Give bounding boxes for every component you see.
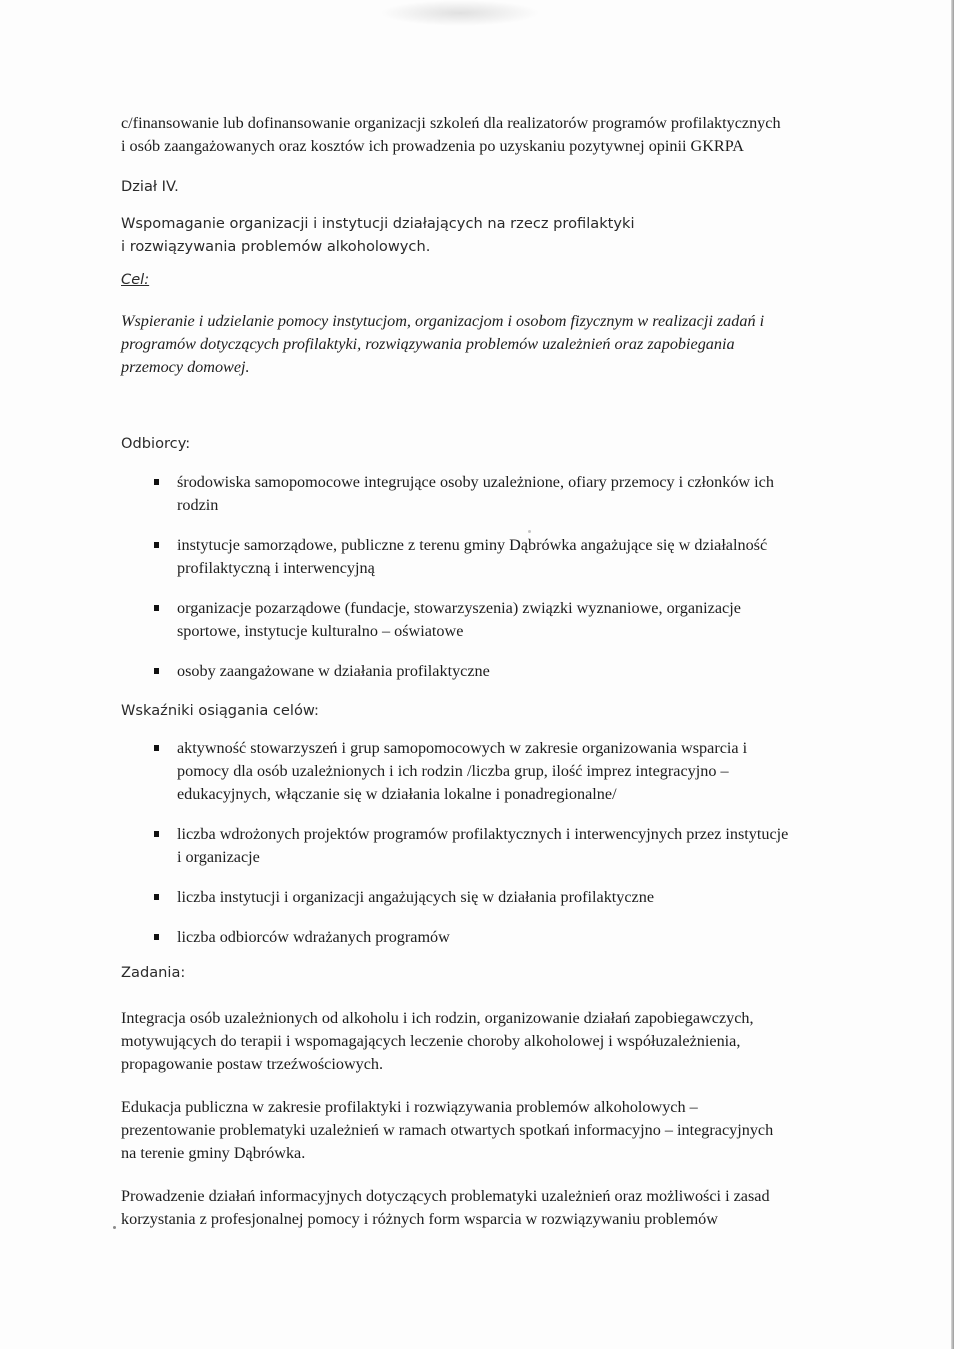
text-line: Wspomaganie organizacji i instytucji działających na rzecz profilaktyki: [121, 215, 635, 232]
text-line: liczba odbiorców wdrażanych programów: [177, 928, 450, 946]
text-line: instytucje samorządowe, publiczne z terenu gminy Dąbrówka angażujące się w działalność: [177, 536, 768, 554]
text-line: edukacyjnych, włączanie się w działania lokalne i ponadregionalne/: [177, 785, 617, 803]
intro-paragraph: [121, 112, 821, 158]
scan-speck: [113, 1226, 116, 1229]
text-line: profilaktyczną i interwencyjną: [177, 559, 375, 577]
text-line: prezentowanie problematyki uzależnień w ramach otwartych spotkań informacyjno – integracyjnych: [121, 1121, 774, 1139]
text-line: liczba wdrożonych projektów programów profilaktycznych i interwencyjnych przez instytucje: [177, 825, 789, 843]
text-line: Edukacja publiczna w zakresie profilaktyki i rozwiązywania problemów alkoholowych –: [121, 1098, 698, 1116]
tasks-label: Zadania:: [121, 964, 186, 981]
text-line: liczba instytucji i organizacji angażujących się w działania profilaktyczne: [177, 888, 655, 906]
text-line: przemocy domowej.: [121, 358, 250, 376]
goal-label: Cel:: [121, 271, 150, 288]
section-subheading: [121, 212, 821, 258]
task-paragraph: [121, 1007, 821, 1076]
text-line: rodzin: [177, 496, 219, 514]
task-paragraph: [121, 1185, 821, 1231]
list-item: [121, 737, 821, 806]
list-item: [121, 886, 821, 909]
text-line: sportowe, instytucje kulturalno – oświatowe: [177, 622, 464, 640]
text-line: środowiska samopomocowe integrujące osoby uzależnione, ofiary przemocy i członków ich: [177, 473, 774, 491]
scan-smudge: [380, 0, 540, 26]
text-line: Wspieranie i udzielanie pomocy instytucjom, organizacjom i osobom fizycznym w realizacji zadań i: [121, 312, 765, 330]
list-item: [121, 471, 821, 517]
text-line: motywujących do terapii i wspomagających leczenie choroby alkoholowej i współuzależnienia,: [121, 1032, 741, 1050]
list-item: [121, 597, 821, 643]
document-body: [121, 112, 821, 1231]
list-item: [121, 534, 821, 580]
text-line: i rozwiązywania problemów alkoholowych.: [121, 238, 431, 255]
text-line: propagowanie postaw trzeźwościowych.: [121, 1055, 384, 1073]
text-line: osoby zaangażowane w działania profilaktyczne: [177, 662, 490, 680]
list-item: [121, 660, 821, 683]
text-line: Prowadzenie działań informacyjnych dotyczących problematyki uzależnień oraz możliwości i zasad: [121, 1187, 770, 1205]
text-line: i organizacje: [177, 848, 260, 866]
text-line: na terenie gminy Dąbrówka.: [121, 1144, 306, 1162]
section-heading: Dział IV.: [121, 178, 179, 195]
indicators-label: Wskaźniki osiągania celów:: [121, 702, 319, 719]
text-line: organizacje pozarządowe (fundacje, stowarzyszenia) związki wyznaniowe, organizacje: [177, 599, 741, 617]
text-line: aktywność stowarzyszeń i grup samopomocowych w zakresie organizowania wsparcia i: [177, 739, 748, 757]
text-line: programów dotyczących profilaktyki, rozwiązywania problemów uzależnień oraz zapobiegania: [121, 335, 735, 353]
text-line: c/finansowanie lub dofinansowanie organizacji szkoleń dla realizatorów programów profilaktycznych: [121, 114, 781, 132]
text-line: korzystania z profesjonalnej pomocy i różnych form wsparcia w rozwiązywaniu problemów: [121, 1210, 718, 1228]
recipients-label: Odbiorcy:: [121, 435, 191, 452]
indicators-list: [121, 737, 821, 949]
text-line: Integracja osób uzależnionych od alkoholu i ich rodzin, organizowanie działań zapobiegawczych,: [121, 1009, 754, 1027]
text-line: i osób zaangażowanych oraz kosztów ich prowadzenia po uzyskaniu pozytywnej opinii GKRPA: [121, 137, 744, 155]
list-item: [121, 926, 821, 949]
task-paragraph: [121, 1096, 821, 1165]
list-item: [121, 823, 821, 869]
recipients-list: [121, 471, 821, 683]
page-edge-shadow: [951, 0, 954, 1349]
goal-paragraph: [121, 310, 821, 379]
text-line: pomocy dla osób uzależnionych i ich rodzin /liczba grup, ilość imprez integracyjno –: [177, 762, 729, 780]
